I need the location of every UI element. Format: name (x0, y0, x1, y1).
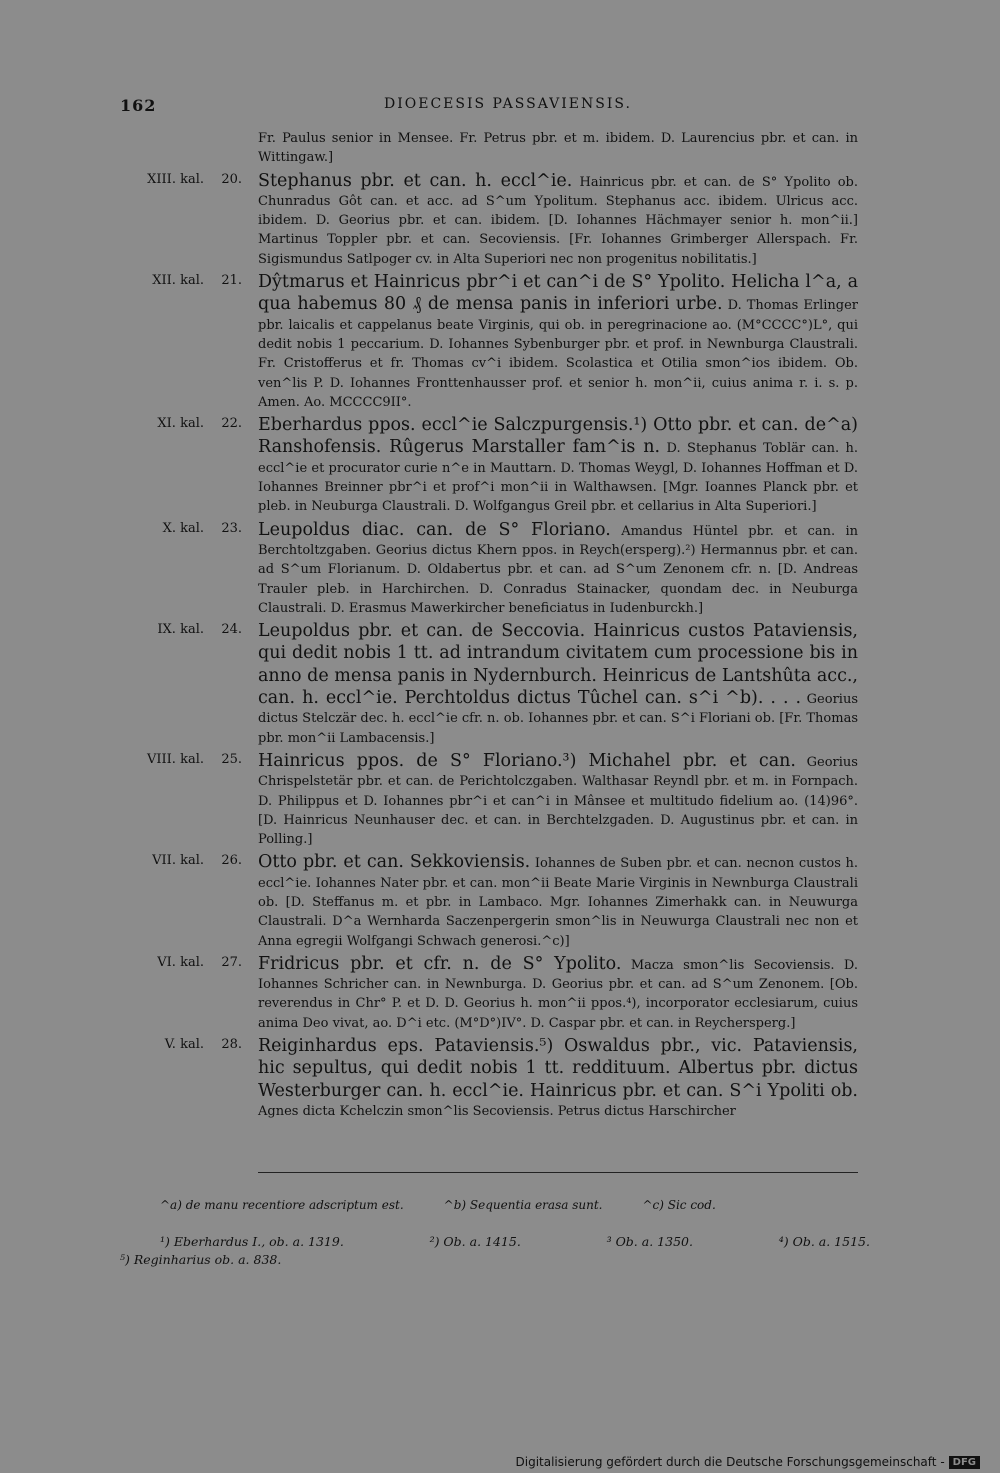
textual-note: ^a) de manu recentiore adscriptum est. (160, 1198, 404, 1212)
calendar-entry (110, 620, 870, 748)
calendar-entry (110, 271, 870, 412)
kalends-label: XII. kal. (152, 273, 204, 289)
calendar-entry (110, 953, 870, 1033)
day-number: 26. (221, 853, 242, 869)
footnote: ⁴) Ob. a. 1515. (778, 1234, 870, 1249)
entry-lead-text: Reiginhardus eps. Pataviensis.⁵) Oswaldus pbr., vic. Pataviensis, hic sepultus, qui dedit nobis 1 tt. reddituum. Albertus pbr. dictus Westerburger can. h. eccl^ie. Hainricus pbr. et can. S^i Ypoliti ob. (258, 1036, 858, 1101)
kalends-label: V. kal. (164, 1037, 204, 1053)
footnote: ²) Ob. a. 1415. (429, 1234, 521, 1249)
day-number: 22. (221, 416, 242, 432)
entry-body-text: Iohannes de Suben pbr. et can. necnon custos h. eccl^ie. Iohannes Nater pbr. et can. mon^ii Beate Marie Virginis in Newnburga Claustrali ob. [D. Steffanus m. et pbr. in Lambaco. Mgr. Iohannes Zimerhakk can. in Neuwurga Claustrali. D^a Wernharda Saczenpergerin smon^lis in Neuwurga Claustrali nec non et Anna egregii Wolfgangi Schwach generosi.^c)] (258, 856, 859, 949)
kalends-label: XI. kal. (157, 416, 204, 432)
day-number: 28. (221, 1037, 242, 1053)
day-number: 27. (221, 954, 242, 970)
entry-text (258, 271, 858, 412)
funding-text: Digitalisierung gefördert durch die Deutsche Forschungsgemeinschaft - (515, 1455, 945, 1469)
footnote-rule (258, 1172, 858, 1173)
entry-text (258, 1035, 858, 1121)
entry-body-text: D. Thomas Erlinger pbr. laicalis et cappelanus beate Virginis, qui ob. in peregrinacione ao. (M°CCCC°)L°, qui dedit nobis 1 peccarium. D. Iohannes Sybenburger pbr. et prof. in Newnburga Claustrali. Fr. Cristofferus et fr. Thomas cv^i ibidem. Scolastica et Otilia smon^ios ibidem. Ob. ven^lis P. D. Iohannes Fronttenhausser prof. et senior h. mon^ii, cuius anima r. i. s. p. Amen. Ao. MCCCC9II°. (258, 298, 858, 410)
entry-text (258, 126, 858, 168)
textual-notes (160, 1198, 860, 1220)
entry-text (258, 170, 858, 269)
entry-lead-text: Fridricus pbr. et cfr. n. de S° Ypolito. (258, 953, 622, 974)
footnote: ⁵) Reginharius ob. a. 838. (120, 1252, 282, 1267)
day-number: 25. (221, 751, 242, 767)
entry-body-text: Georius dictus Stelczär dec. h. eccl^ie cfr. n. ob. Iohannes pbr. et can. S^i Floriani ob. [Fr. Thomas pbr. mon^ii Lambacensis.] (258, 692, 858, 746)
entry-body-text: D. Stephanus Toblär can. h. eccl^ie et procurator curie n^e in Mauttarn. D. Thomas Weygl, D. Iohannes Hoffman et D. Iohannes Breinner pbr^i et prof^i mon^ii in Walthawsen. [Mgr. Ioannes Planck pbr. et pleb. in Neuburga Claustrali. D. Wolfgangus Greil pbr. et cellarius in Alta Superiori.] (258, 441, 859, 515)
funding-stamp (516, 1455, 981, 1469)
calendar-entry (110, 170, 870, 269)
entry-body-text: Georius Chrispelstetär pbr. et can. de Perichtolczgaben. Walthasar Reyndl pbr. et m. in Fornpach. D. Philippus et D. Iohannes pbr^i et can^i in Mânsee et multitudo fidelium ao. (14)96°. [D. Hainricus Neunhauser dec. et can. in Berchtelzgaden. D. Augustinus pbr. et can. in Polling.] (258, 754, 858, 848)
day-number: 20. (221, 171, 242, 187)
entry-lead-text: Otto pbr. et can. Sekkoviensis. (258, 852, 531, 873)
entry-lead-text: Stephanus pbr. et can. h. eccl^ie. (258, 170, 573, 191)
calendar-entries (110, 126, 870, 1123)
kalends-label: VII. kal. (152, 853, 204, 869)
entry-body-text: Agnes dicta Kchelczin smon^lis Secoviensis. Petrus dictus Harschircher (258, 1103, 736, 1119)
entry-lead-text: Leupoldus diac. can. de S° Floriano. (258, 519, 611, 540)
calendar-entry (110, 414, 870, 516)
textual-note: ^b) Sequentia erasa sunt. (443, 1198, 603, 1212)
day-number: 21. (221, 273, 242, 289)
kalends-label: X. kal. (162, 520, 204, 536)
running-title: DIOECESIS PASSAVIENSIS. (384, 96, 632, 112)
day-number: 24. (221, 622, 242, 638)
entry-body-text: Fr. Paulus senior in Mensee. Fr. Petrus pbr. et m. ibidem. D. Laurencius pbr. et can. in Wittingaw.] (258, 131, 858, 166)
calendar-entry (110, 1035, 870, 1121)
entry-text (258, 953, 858, 1033)
footnote: ¹) Eberhardus I., ob. a. 1319. (160, 1234, 344, 1249)
entry-lead-text: Dŷtmarus et Hainricus pbr^i et can^i de S° Ypolito. Helicha l^a, a qua habemus 80 ₰ de mensa panis in inferiori urbe. (258, 272, 858, 315)
dfg-logo: DFG (949, 1456, 980, 1469)
entry-body-text: Macza smon^lis Secoviensis. D. Iohannes Schricher can. in Newnburga. D. Georius pbr. et can. ad S^um Zenonem. [Ob. reverendus in Chr° P. et D. D. Georius h. mon^ii ppos.⁴), incorporator ecclesiarum, cuius anima Deo vivat, ao. D^i etc. (M°D°)IV°. D. Caspar pbr. et can. in Reychersperg.] (258, 957, 858, 1031)
calendar-entry (110, 851, 870, 950)
entry-lead-text: Eberhardus ppos. eccl^ie Salczpurgensis.¹) Otto pbr. et can. de^a) Ranshofensis. Rûgerus Marstaller fam^is n. (258, 415, 858, 458)
entry-text (258, 414, 858, 516)
kalends-label: XIII. kal. (147, 171, 204, 187)
calendar-entry (110, 750, 870, 849)
entry-body-text: Amandus Hüntel pbr. et can. in Berchtoltzgaben. Georius dictus Khern ppos. in Reych(ersperg).²) Hermannus pbr. et can. ad S^um Florianum. D. Oldabertus pbr. et can. ad S^um Zenonem cfr. n. [D. Andreas Trauler pleb. in Harchirchen. D. Conradus Stainacker, quondam dec. in Neuburga Claustrali. D. Erasmus Mawerkircher beneficiatus in Iudenburckh.] (258, 523, 858, 616)
entry-body-text: Hainricus pbr. et can. de S° Ypolito ob. Chunradus Gôt can. et acc. ad S^um Ypolitum. Stephanus acc. ibidem. Ulricus acc. ibidem. D. Georius pbr. et can. ibidem. [D. Iohannes Hächmayer senior h. mon^ii.] Martinus Toppler pbr. et can. Secoviensis. [Fr. Iohannes Grimberger Allerspach. Fr. Sigismundus Satlpoger cv. in Alta Superiori nec non progenitus nobilitatis.] (258, 174, 858, 267)
entry-text (258, 750, 858, 849)
day-number: 23. (221, 520, 242, 536)
page-number: 162 (120, 96, 157, 115)
kalends-label: IX. kal. (157, 622, 204, 638)
kalends-label: VI. kal. (157, 954, 204, 970)
entry-text (258, 519, 858, 618)
entry-text (258, 620, 858, 748)
footnote: ³ Ob. a. 1350. (606, 1234, 693, 1249)
kalends-label: VIII. kal. (147, 751, 204, 767)
entry-lead-text: Hainricus ppos. de S° Floriano.³) Michahel pbr. et can. (258, 750, 796, 771)
entry-text (258, 851, 858, 950)
footnotes (120, 1233, 880, 1269)
calendar-entry (110, 126, 870, 168)
entry-lead-text: Leupoldus pbr. et can. de Seccovia. Hainricus custos Pataviensis, qui dedit nobis 1 tt. ad intrandum civitatem cum processione bis in anno de mensa panis in Nydernburch. Heinricus de Lantshûta acc., can. h. eccl^ie. Perchtoldus dictus Tûchel can. s^i ^b). . . . (258, 621, 858, 709)
calendar-entry (110, 519, 870, 618)
textual-note: ^c) Sic cod. (642, 1198, 716, 1212)
